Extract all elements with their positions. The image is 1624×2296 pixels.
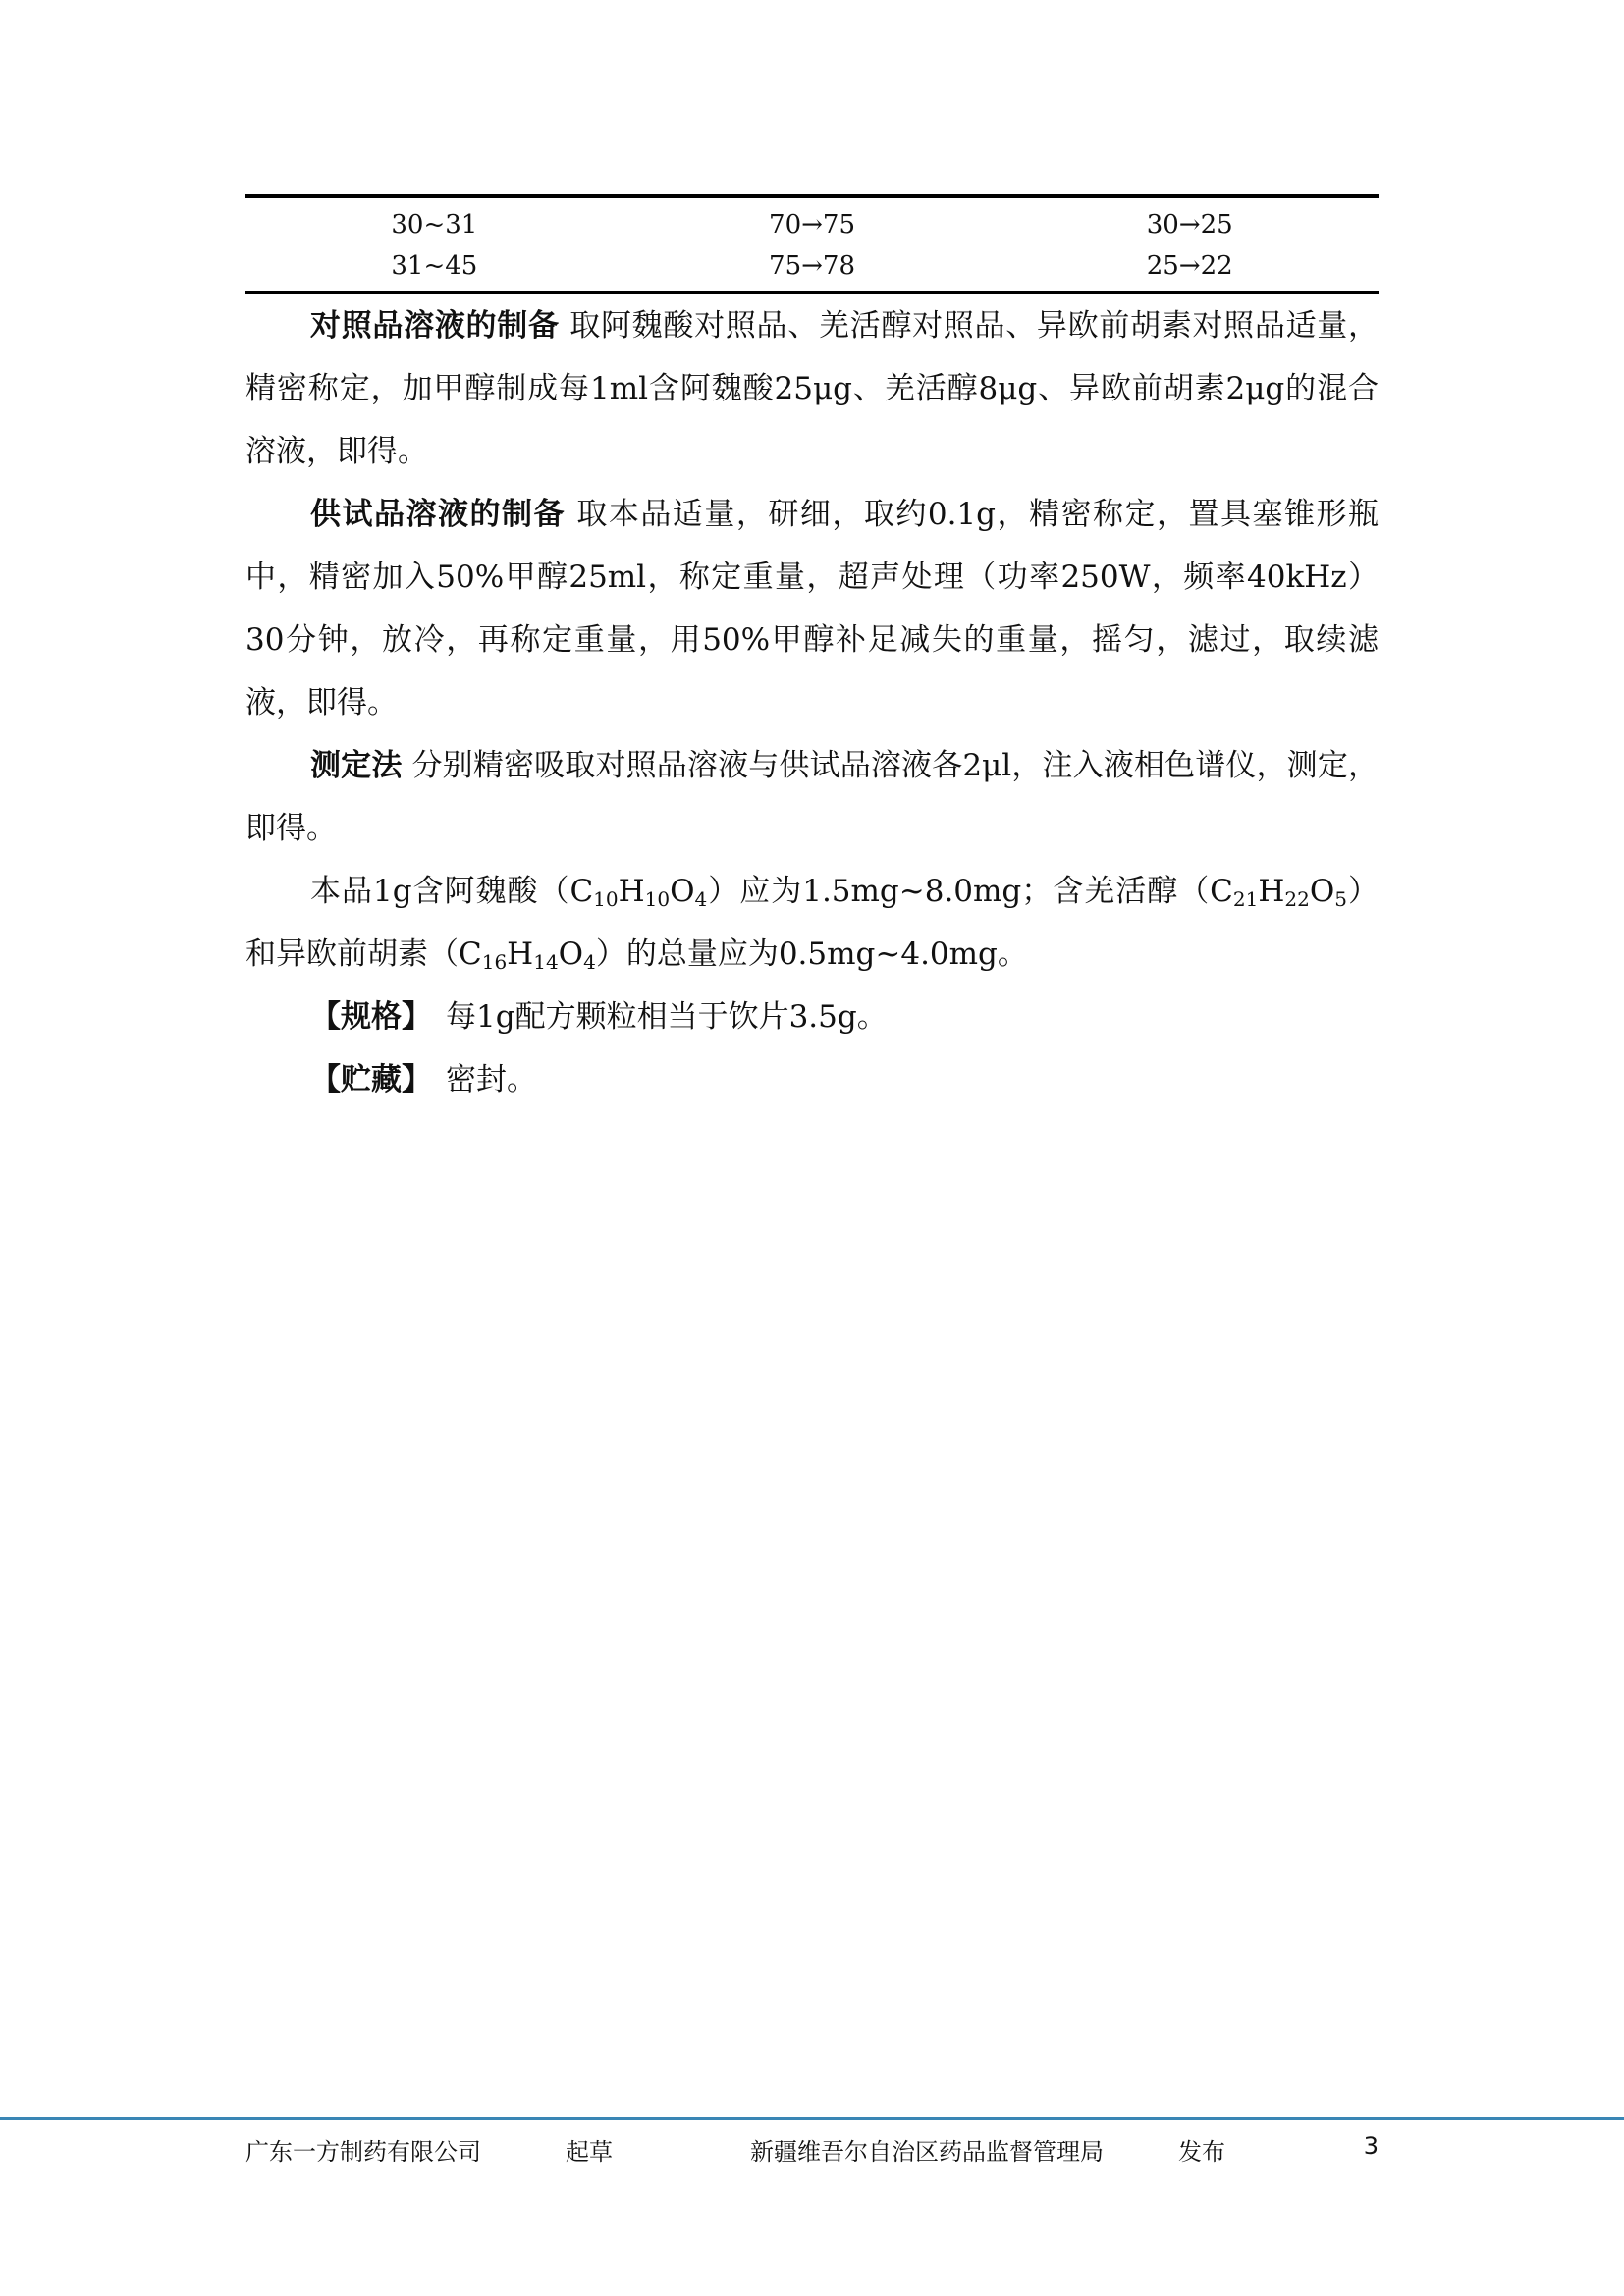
test-solution-text: 取本品适量，研细，取约0.1g，精密称定，置具塞锥形瓶中，精密加入50%甲醇25ml，称定重量，超声处理（功率250W，频率40kHz）30分钟，放冷，再称定重量，用50%甲醇补足减失的重量，摇匀，滤过，取续滤液，即得。 — [245, 497, 1379, 721]
formula-subscript: 16 — [481, 950, 508, 974]
formula-subscript: 4 — [694, 887, 708, 911]
formula-element: H — [507, 936, 534, 972]
formula-subscript: 22 — [1284, 887, 1310, 911]
reference-solution-text: 取阿魏酸对照品、羌活醇对照品、异欧前胡素对照品适量，精密称定，加甲醇制成每1ml含阿魏酸25μg、羌活醇8μg、异欧前胡素2μg的混合溶液，即得。 — [245, 308, 1380, 469]
storage-heading: 【贮藏】 — [310, 1062, 432, 1097]
footer-drafter-action: 起草 — [566, 2138, 613, 2165]
limits-text: 本品1g含阿魏酸（C — [310, 874, 594, 909]
formula-element: O — [1309, 874, 1335, 909]
formula-subscript: 21 — [1232, 887, 1259, 911]
formula-subscript: 4 — [583, 950, 596, 974]
footer-drafter: 广东一方制药有限公司 — [245, 2138, 481, 2165]
formula-element: H — [1258, 874, 1285, 909]
content-limits-paragraph — [245, 860, 1379, 986]
table-row — [245, 204, 1379, 245]
formula-subscript: 10 — [593, 887, 619, 911]
formula-element: O — [558, 936, 584, 972]
limits-text: ）和异欧前胡素（C — [245, 874, 1379, 972]
paragraphs — [245, 294, 1379, 1111]
table-cell: 25→22 — [1146, 251, 1233, 281]
formula-subscript: 14 — [533, 950, 559, 974]
gradient-table — [245, 194, 1379, 294]
method-paragraph — [245, 734, 1379, 860]
test-solution-paragraph — [245, 483, 1379, 734]
footer-publisher-action: 发布 — [1178, 2138, 1225, 2165]
table-cell: 70→75 — [769, 210, 855, 240]
test-solution-heading: 供试品溶液的制备 — [310, 497, 566, 532]
method-text: 分别精密吸取对照品溶液与供试品溶液各2μl，注入液相色谱仪，测定，即得。 — [245, 748, 1379, 846]
page-footer — [245, 2132, 1379, 2167]
limits-text: ）的总量应为0.5mg~4.0mg。 — [595, 936, 1028, 972]
spec-text: 每1g配方颗粒相当于饮片3.5g。 — [446, 999, 888, 1035]
formula-subscript: 10 — [644, 887, 671, 911]
table-row — [245, 245, 1379, 287]
formula-element: O — [670, 874, 695, 909]
formula-subscript: 5 — [1334, 887, 1348, 911]
limits-text: ）应为1.5mg~8.0mg；含羌活醇（C — [707, 874, 1233, 909]
footer-publisher: 新疆维吾尔自治区药品监督管理局 — [750, 2138, 1104, 2165]
reference-solution-paragraph — [245, 294, 1379, 483]
spec-heading: 【规格】 — [310, 999, 432, 1035]
table-cell: 31~45 — [391, 251, 478, 281]
table-cell: 75→78 — [769, 251, 855, 281]
table-cell: 30~31 — [391, 210, 478, 240]
storage-text: 密封。 — [446, 1062, 537, 1097]
table-cell: 30→25 — [1146, 210, 1233, 240]
method-heading: 测定法 — [310, 748, 403, 783]
reference-solution-heading: 对照品溶液的制备 — [310, 308, 560, 344]
storage-paragraph — [245, 1048, 1379, 1111]
formula-element: H — [618, 874, 645, 909]
spec-paragraph — [245, 986, 1379, 1048]
page-number: 3 — [1363, 2132, 1379, 2160]
footer-rule — [0, 2117, 1624, 2120]
